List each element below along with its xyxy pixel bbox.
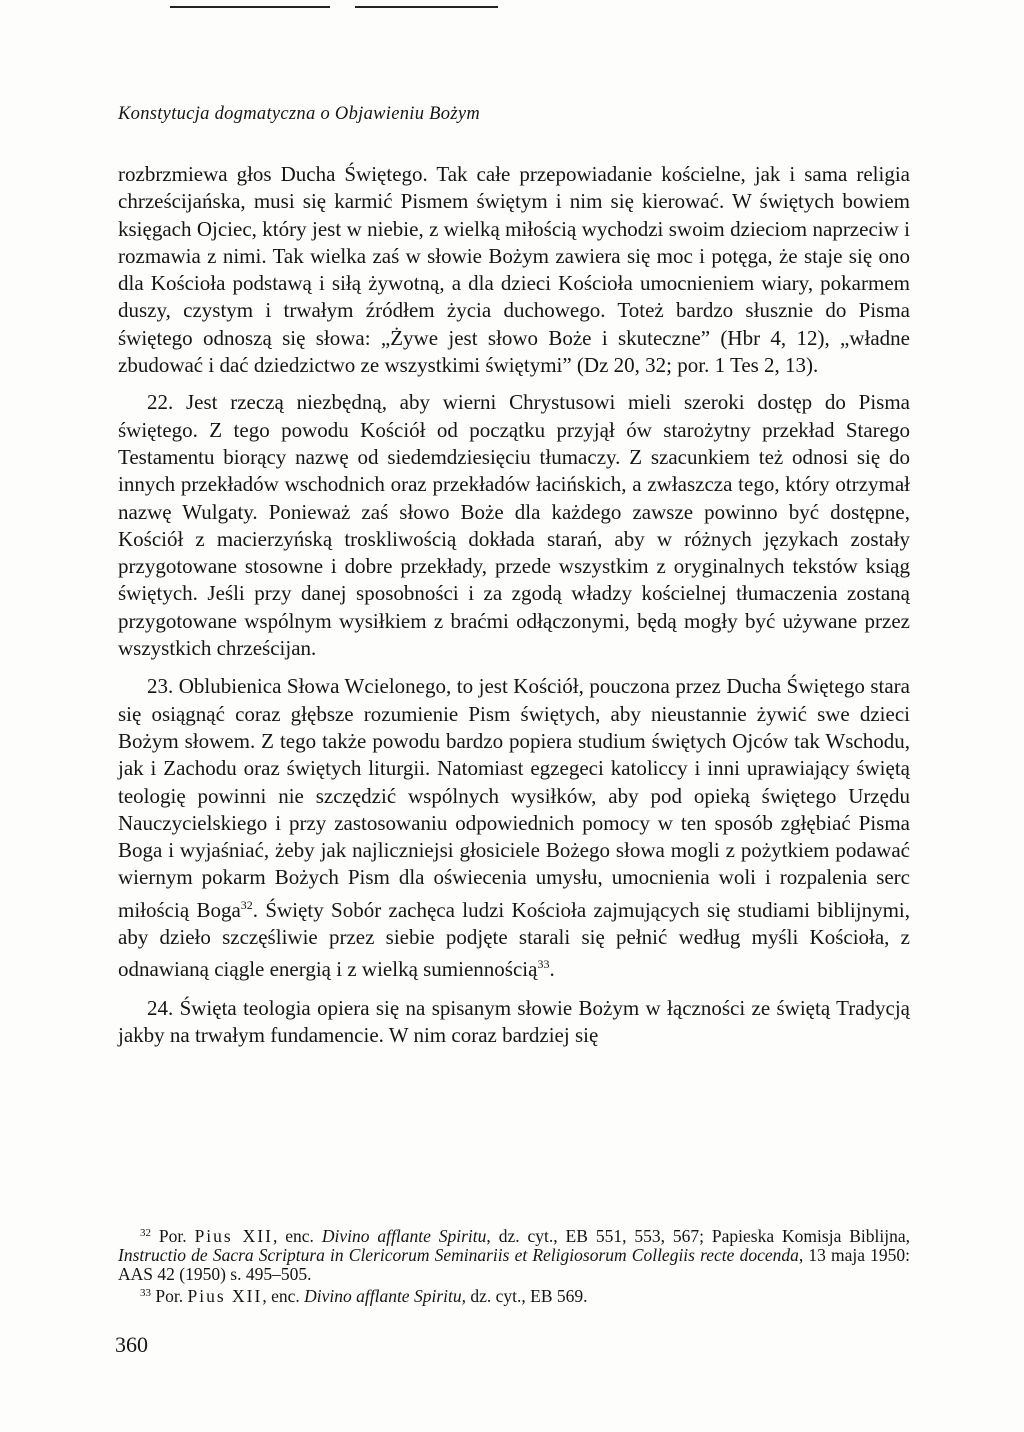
page-number: 360	[115, 1332, 148, 1357]
footnote-32	[118, 1224, 910, 1284]
footnotes	[118, 1224, 910, 1306]
footnote-32-mid: , dz. cyt., EB 551, 553, 567; Papieska Komisja Biblijna,	[486, 1226, 911, 1246]
footnote-33-tail: , dz. cyt., EB 569.	[461, 1286, 588, 1306]
top-rule-left	[170, 6, 330, 8]
footnote-number-32: 32	[140, 1227, 151, 1239]
footnote-33-author: Pius XII	[187, 1286, 263, 1306]
footnote-32-tail: , 13 maja 1950: AAS 42 (1950) s. 495–505.	[118, 1245, 910, 1284]
footnote-33-title1: Divino afflante Spiritu	[304, 1286, 462, 1306]
paragraph-23-text-a: 23. Oblubienica Słowa Wcielonego, to jest Kościół, pouczona przez Ducha Świętego stara się osiągnąć coraz głębsze rozumienie Pism świętych, aby nieustannie żywić swe dzieci Bożym słowem. Z tego także powodu bardzo popiera studium świętych Ojców tak Wschodu, jak i Zachodu oraz świętych liturgii. Natomiast egzegeci katoliccy i inni uprawiający świętą teologię powinni nie szczędzić wspólnych wysiłków, aby pod opieką świętego Urzędu Nauczycielskiego i przy zastosowaniu odpowiednich pomocy w ten sposób zgłębiać Pisma Boga i wyjaśniać, żeby jak najliczniejsi głosiciele Bożego słowa mogli z pożytkiem podawać wiernym pokarm Bożych Pism dla oświecenia umysłu, umocnienia woli i rozpalenia serc miłością Boga	[118, 674, 910, 922]
footnote-ref-33[interactable]: 33	[537, 957, 550, 972]
paragraph-continued: rozbrzmiewa głos Ducha Świętego. Tak całe przepowiadanie kościelne, jak i sama religia chrześcijańska, musi się karmić Pismem świętym i nim się kierować. W świętych bowiem księgach Ojciec, który jest w niebie, z wielką miłością wychodzi swoim dzieciom naprzeciw i rozmawia z nimi. Tak wielka zaś w słowie Bożym zawiera się moc i potęga, że staje się ono dla Kościoła podstawą i siłą żywotną, a dla dzieci Kościoła umocnieniem wiary, pokarmem duszy, czystym i trwałym źródłem życia duchowego. Toteż bardzo słusznie do Pisma świętego odnoszą się słowa: „Żywe jest słowo Boże i skuteczne” (Hbr 4, 12), „władne zbudować i dać dziedzictwo ze wszystkimi świętymi” (Dz 20, 32; por. 1 Tes 2, 13).	[118, 162, 910, 378]
footnote-32-author: Pius XII	[194, 1226, 273, 1246]
top-rules	[0, 6, 1024, 10]
footnote-33-lead: Por.	[155, 1286, 184, 1306]
footnote-32-enc: , enc.	[272, 1226, 314, 1246]
paragraph-23-text-b: . Święty Sobór zachęca ludzi Kościoła zajmujących się studiami biblijnymi, aby dzieło szczęśliwie przez siebie podjęte starali się pełnić według myśli Kościoła, z odnawianą ciągle energią i z wielką sumiennością	[118, 897, 910, 982]
paragraph-23-text-c: .	[549, 957, 555, 982]
footnote-32-title2: Instructio de Sacra Scriptura in Clericorum Seminariis et Religiosorum Collegiis recte docenda	[118, 1245, 799, 1265]
footnote-32-lead: Por.	[158, 1226, 187, 1246]
main-text	[118, 161, 910, 1049]
running-head: Konstytucja dogmatyczna o Objawieniu Bożym	[118, 104, 481, 124]
paragraph-23	[118, 673, 910, 983]
paragraph-22: 22. Jest rzeczą niezbędną, aby wierni Chrystusowi mieli szeroki dostęp do Pisma świętego. Z tego powodu Kościół od początku przyjął ów starożytny przekład Starego Testamentu biorący nazwę od siedemdziesięciu tłumaczy. Z szacunkiem też odnosi się do innych przekładów wschodnich oraz przekładów łacińskich, a zwłaszcza tego, który otrzymał nazwę Wulgaty. Ponieważ zaś słowo Boże dla każdego zawsze powinno być dostępne, Kościół z macierzyńską troskliwością dokłada starań, aby w różnych językach zostały przygotowane stosowne i dobre przekłady, przede wszystkim z oryginalnych tekstów ksiąg świętych. Jeśli przy danej sposobności i za zgodą władzy kościelnej tłumaczenia zostaną przygotowane wspólnym wysiłkiem z braćmi odłączonymi, będą mogły być używane przez wszystkich chrześcijan.	[118, 390, 910, 661]
paragraph-24: 24. Święta teologia opiera się na spisanym słowie Bożym w łączności ze świętą Tradycją jakby na trwałym fundamencie. W nim coraz bardziej się	[118, 995, 910, 1047]
footnote-ref-32[interactable]: 32	[240, 897, 253, 912]
footnote-33	[118, 1284, 910, 1306]
footnote-number-33: 33	[140, 1287, 151, 1299]
top-rule-right	[355, 6, 498, 8]
footnote-32-title1: Divino afflante Spiritu	[321, 1226, 487, 1246]
footnote-33-enc: , enc.	[262, 1286, 300, 1306]
